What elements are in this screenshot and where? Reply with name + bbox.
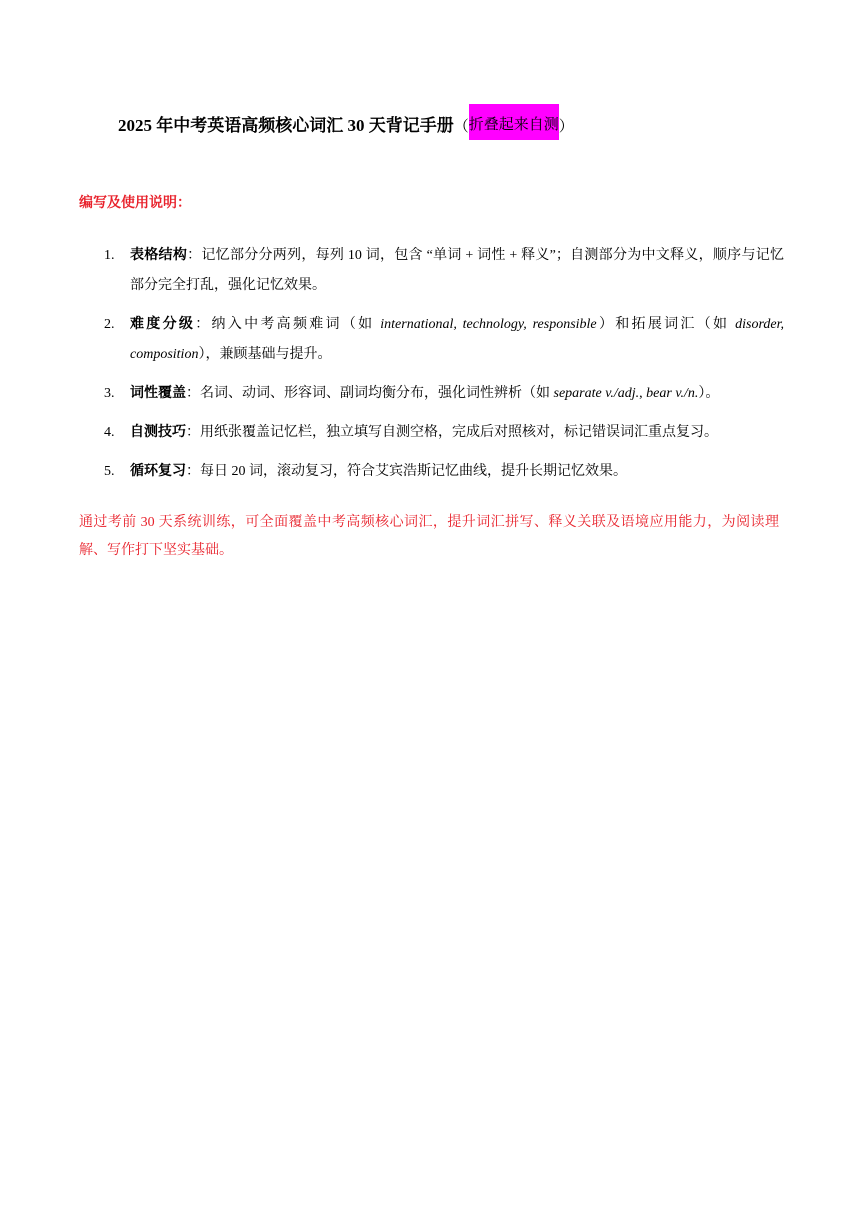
title-main: 2025 年中考英语高频核心词汇 30 天背记手册: [118, 116, 454, 135]
list-item-example-words: international, technology, responsible: [380, 317, 597, 332]
list-item-text: ），兼顾基础与提升。: [198, 347, 332, 362]
list-item-number: 1.: [104, 248, 115, 263]
list-item-body: [130, 241, 784, 301]
title-highlight: 折叠起来自测: [469, 104, 559, 140]
list-item-number: 5.: [104, 464, 115, 479]
list-item-label: 自测技巧: [130, 425, 186, 440]
list-item-label: 表格结构: [130, 248, 188, 263]
closing-paragraph: 通过考前 30 天系统训练，可全面覆盖中考高频核心词汇，提升词汇拼写、释义关联及语境应用能力，为阅读理解、写作打下坚实基础。: [79, 515, 779, 558]
list-item-example-words: bear v./n.: [646, 386, 699, 401]
list-item-text: ：记忆部分分两列，每列 10 词，包含 “单词 + 词性 + 释义”；自测部分为中文释义，顺序与记忆部分完全打乱，强化记忆效果。: [130, 248, 785, 293]
list-item-text: ）。: [698, 386, 720, 401]
intro-heading: 编写及使用说明：: [79, 196, 191, 211]
list-item-text: ：用纸张覆盖记忆栏，独立填写自测空格，完成后对照核对，标记错误词汇重点复习。: [186, 425, 718, 440]
list-item-body: [130, 418, 784, 448]
page-title: [118, 114, 574, 140]
list-item: [104, 310, 784, 370]
list-item-label: 词性覆盖: [130, 386, 186, 401]
list-item: [104, 457, 784, 487]
list-item-example-words: disorder, composition: [130, 317, 784, 362]
list-item-text: ）和拓展词汇（如: [596, 317, 736, 332]
list-item-text: ,: [639, 386, 647, 401]
list-item-example-words: separate v./adj.: [553, 386, 640, 401]
list-item: [104, 241, 784, 301]
list-item-text: ：每日 20 词，滚动复习，符合艾宾浩斯记忆曲线，提升长期记忆效果。: [186, 464, 627, 479]
list-item: [104, 418, 784, 448]
list-item-text: ：名词、动词、形容词、副词均衡分布，强化词性辨析（如: [186, 386, 554, 401]
list-item: [104, 379, 784, 409]
list-item-text: ：纳入中考高频难词（如: [195, 317, 381, 332]
list-item-body: [130, 310, 784, 370]
title-paren-open: （: [453, 119, 469, 135]
list-item-number: 2.: [104, 317, 115, 332]
list-item-label: 难度分级: [130, 317, 196, 332]
list-item-label: 循环复习: [130, 464, 186, 479]
list-item-body: [130, 379, 784, 409]
list-item-number: 3.: [104, 386, 115, 401]
list-item-body: [130, 457, 784, 487]
list-item-number: 4.: [104, 425, 115, 440]
title-paren-close: ）: [558, 119, 574, 135]
